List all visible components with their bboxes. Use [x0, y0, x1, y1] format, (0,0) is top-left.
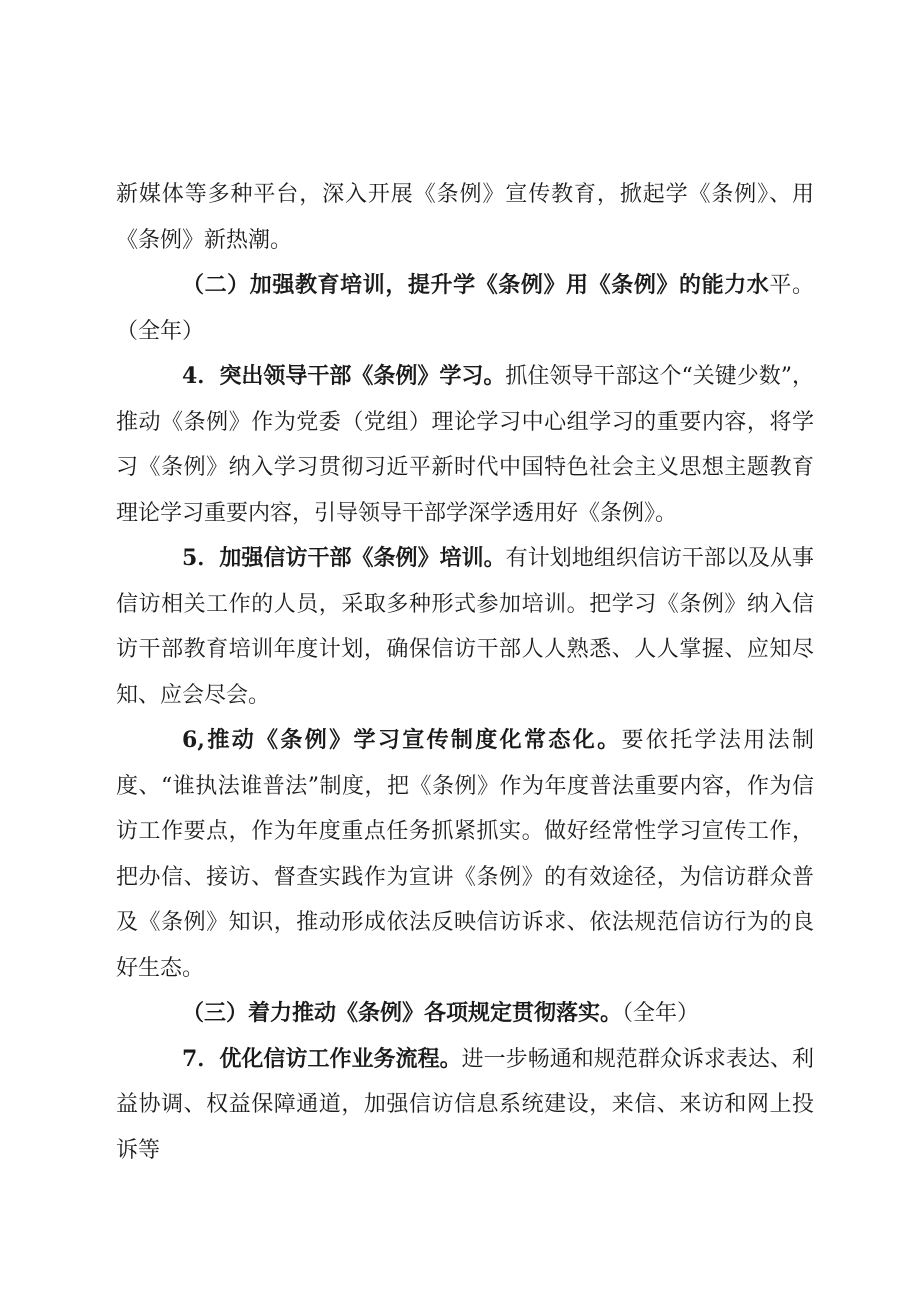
section-3-note: （全年）: [622, 1001, 700, 1026]
section-2-title: （二）加强教育培训，提升学《条例》用《条例》的能力水: [182, 272, 770, 298]
section-2-note: 平。（全年）: [116, 273, 814, 344]
item-5: [116, 536, 814, 718]
item-7-body: 进一步畅通和规范群众诉求表达、利益协调、权益保障通道，加强信访信息系统建设，来信、来访和网上投诉等: [116, 1046, 814, 1163]
item-6-body: 要依托学法用法制度、“谁执法谁普法”制度，把《条例》作为年度普法重要内容，作为信访工作要点，作为年度重点任务抓紧抓实。做好经常性学习宣传工作，把办信、接访、督查实践作为宣讲《条例》的有效途径，为信访群众普及《条例》知识，推动形成依法反映信访诉求、依法规范信访行为的良好生态。: [116, 728, 814, 981]
section-heading-3: [116, 991, 814, 1037]
item-7: [116, 1037, 814, 1174]
document-page: [116, 172, 814, 1173]
item-4-body: 抓住领导干部这个“关键少数”，推动《条例》作为党委（党组）理论学习中心组学习的重要内容，将学习《条例》纳入学习贯彻习近平新时代中国特色社会主义思想主题教育理论学习重要内容，引导领导干部学深学透用好《条例》。: [116, 364, 814, 526]
item-4-heading: 4．突出领导干部《条例》学习。: [182, 363, 506, 389]
item-6: [116, 718, 814, 991]
item-7-heading: 7．优化信访工作业务流程。: [182, 1045, 462, 1072]
section-heading-2: [116, 263, 814, 354]
item-5-body: 有计划地组织信访干部以及从事信访相关工作的人员，采取多种形式参加培训。把学习《条例》纳入信访干部教育培训年度计划，确保信访干部人人熟悉、人人掌握、应知尽知、应会尽会。: [116, 546, 814, 708]
paragraph-continuation: [116, 172, 814, 263]
paragraph-1-body: 新媒体等多种平台，深入开展《条例》宣传教育，掀起学《条例》、用《条例》新热潮。: [116, 182, 814, 253]
item-4: [116, 354, 814, 536]
item-5-heading: 5．加强信访干部《条例》培训。: [182, 545, 506, 571]
section-3-title: （三）着力推动《条例》各项规定贯彻落实。: [182, 1000, 623, 1026]
item-6-heading: 6,推动《条例》学习宣传制度化常态化。: [182, 727, 622, 753]
